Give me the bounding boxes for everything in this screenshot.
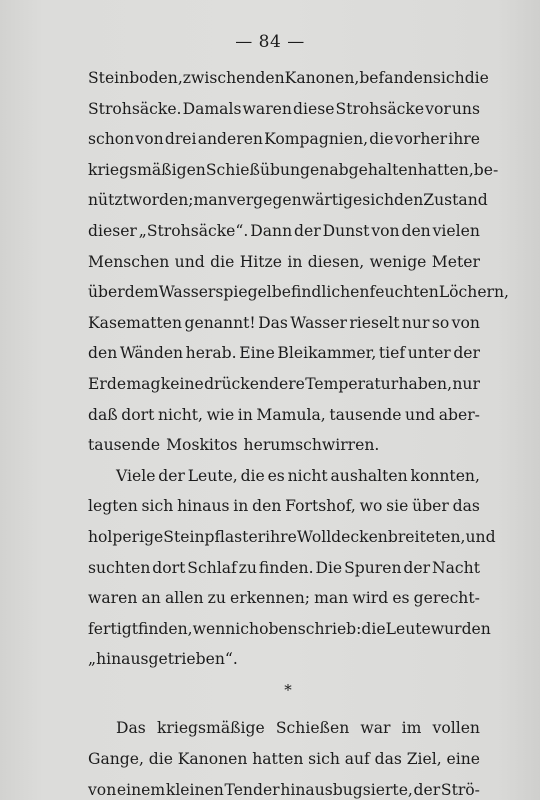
word: Wolldecken bbox=[296, 527, 388, 546]
word: diesen, bbox=[307, 252, 365, 271]
word: Steinpflaster bbox=[163, 527, 266, 546]
word: das bbox=[452, 497, 480, 516]
text-line bbox=[88, 94, 480, 125]
word: Wänden bbox=[119, 344, 184, 363]
word: herab. bbox=[185, 344, 237, 363]
word: unter bbox=[407, 344, 451, 363]
word: dem bbox=[124, 283, 159, 302]
text-line bbox=[88, 338, 480, 369]
word: suchten bbox=[88, 558, 151, 577]
word: zu bbox=[238, 558, 257, 577]
word: die bbox=[464, 69, 489, 87]
page-number: — 84 — bbox=[235, 32, 305, 52]
word: keine bbox=[160, 374, 204, 393]
word: sich bbox=[141, 497, 174, 516]
word: wurden bbox=[430, 619, 491, 638]
word: und bbox=[174, 252, 205, 271]
word: befindlichen bbox=[271, 283, 370, 302]
word: hatten, bbox=[417, 160, 474, 179]
word: Bleikammer, bbox=[277, 344, 377, 363]
word: Mamula, bbox=[256, 405, 326, 424]
word: ich bbox=[235, 619, 260, 638]
text-line bbox=[88, 247, 480, 278]
section-separator: * bbox=[284, 680, 292, 699]
word: abgehalten bbox=[329, 160, 418, 179]
word: legten bbox=[88, 497, 138, 516]
word: wenige bbox=[369, 252, 427, 271]
word: nur bbox=[452, 374, 480, 393]
word: Tender bbox=[224, 780, 280, 799]
word: schon bbox=[88, 130, 135, 149]
word: Wasserspiegel bbox=[158, 283, 272, 302]
word: genannt! bbox=[184, 313, 256, 332]
word: hinausbugsierte, bbox=[280, 780, 413, 799]
word: war bbox=[360, 719, 391, 738]
word: nicht, bbox=[157, 405, 204, 424]
word: wo bbox=[359, 497, 383, 516]
word: Das bbox=[116, 719, 146, 738]
word: Kompagnien, bbox=[264, 130, 369, 149]
word: vollen bbox=[432, 719, 480, 738]
word: vor bbox=[425, 99, 451, 118]
word: die bbox=[210, 252, 235, 271]
word: befanden bbox=[359, 69, 433, 87]
word: herumschwirren. bbox=[243, 436, 380, 455]
word: tief bbox=[378, 344, 406, 363]
word: gerecht- bbox=[413, 589, 480, 608]
word: Leute bbox=[385, 619, 431, 638]
text-line bbox=[88, 277, 510, 308]
word: man bbox=[314, 589, 349, 608]
word: konnten, bbox=[410, 466, 480, 485]
word: erkennen; bbox=[230, 589, 311, 608]
word: schrieb: bbox=[297, 619, 362, 638]
word: drückendere bbox=[204, 374, 305, 393]
text-line bbox=[88, 124, 480, 155]
word: waren bbox=[242, 99, 292, 118]
text-line bbox=[88, 185, 488, 216]
word: der bbox=[403, 558, 431, 577]
word: es bbox=[267, 466, 285, 485]
word: breiteten, bbox=[387, 527, 466, 546]
word: vorher bbox=[394, 130, 448, 149]
word: Wasser bbox=[290, 313, 347, 332]
word: nützt bbox=[88, 191, 129, 210]
word: im bbox=[401, 719, 422, 738]
text-line bbox=[88, 713, 480, 744]
word: es bbox=[392, 589, 410, 608]
word: tausende bbox=[88, 436, 161, 455]
word: sie bbox=[386, 497, 409, 516]
word: den bbox=[252, 497, 282, 516]
word: den bbox=[394, 191, 424, 210]
word: Fortshof, bbox=[285, 497, 356, 516]
word: die bbox=[361, 619, 386, 638]
word: ihre bbox=[448, 130, 480, 149]
word: aushalten bbox=[330, 466, 408, 485]
word: finden, bbox=[137, 619, 193, 638]
word: die bbox=[369, 130, 394, 149]
text-line bbox=[88, 461, 480, 492]
word: wenn bbox=[192, 619, 236, 638]
word: eine bbox=[446, 750, 480, 769]
text-line bbox=[88, 400, 480, 431]
body-text bbox=[88, 63, 510, 800]
text-line bbox=[88, 63, 489, 94]
word: von bbox=[88, 780, 117, 799]
word: uns bbox=[451, 99, 480, 118]
word: in bbox=[237, 405, 253, 424]
word: der bbox=[294, 221, 321, 240]
word: Eine bbox=[239, 344, 275, 363]
text-line bbox=[88, 369, 480, 400]
word: Meter bbox=[431, 252, 480, 271]
word: mag bbox=[126, 374, 161, 393]
word: Strohsäcke bbox=[335, 99, 425, 118]
word: Kasematten bbox=[88, 313, 183, 332]
word: das bbox=[374, 750, 402, 769]
word: man bbox=[193, 191, 228, 210]
word: hinaus bbox=[177, 497, 230, 516]
word: den bbox=[88, 344, 118, 363]
word: über bbox=[88, 283, 125, 302]
word: Erde bbox=[88, 374, 127, 393]
word: dort bbox=[152, 558, 186, 577]
text-line bbox=[88, 644, 480, 675]
text-line bbox=[88, 775, 480, 800]
word: Zustand bbox=[423, 191, 488, 210]
word: Temperatur bbox=[305, 374, 399, 393]
text-line bbox=[88, 491, 480, 522]
text-line bbox=[88, 308, 480, 339]
word: Moskitos bbox=[166, 436, 238, 455]
word: Löchern, bbox=[438, 283, 510, 302]
word: Hitze bbox=[239, 252, 282, 271]
word: anderen bbox=[197, 130, 263, 149]
word: daß bbox=[88, 405, 118, 424]
word: nicht bbox=[287, 466, 328, 485]
word: an bbox=[141, 589, 161, 608]
word: Dunst bbox=[322, 221, 370, 240]
word: rieselt bbox=[349, 313, 400, 332]
word: den bbox=[401, 221, 431, 240]
word: Strö- bbox=[440, 780, 480, 799]
word: sich bbox=[308, 750, 340, 769]
word: wie bbox=[206, 405, 235, 424]
word: der bbox=[453, 344, 480, 363]
text-line bbox=[88, 583, 480, 614]
text-line bbox=[88, 155, 499, 186]
word: Leute, bbox=[187, 466, 238, 485]
word: Strohsäcke. bbox=[88, 99, 182, 118]
word: aber- bbox=[438, 405, 480, 424]
word: einem bbox=[116, 780, 166, 799]
word: nur bbox=[401, 313, 430, 332]
word: und bbox=[405, 405, 436, 424]
word: feuchten bbox=[369, 283, 439, 302]
word: so bbox=[431, 313, 450, 332]
word: in bbox=[233, 497, 249, 516]
text-line bbox=[88, 216, 480, 247]
word: der bbox=[158, 466, 185, 485]
text-line bbox=[88, 430, 480, 461]
word: Schlaf bbox=[187, 558, 237, 577]
word: Dann bbox=[250, 221, 293, 240]
word: die bbox=[148, 750, 173, 769]
word: kleinen bbox=[165, 780, 224, 799]
word: Das bbox=[258, 313, 288, 332]
word: worden; bbox=[128, 191, 194, 210]
word: tausende bbox=[329, 405, 402, 424]
word: Ziel, bbox=[406, 750, 442, 769]
word: „hinausgetrieben“. bbox=[88, 650, 238, 669]
word: be- bbox=[473, 160, 499, 179]
word: in bbox=[287, 252, 303, 271]
word: ihre bbox=[265, 527, 297, 546]
text-line bbox=[88, 744, 480, 775]
word: über bbox=[412, 497, 449, 516]
word: auf bbox=[344, 750, 370, 769]
word: Schießen bbox=[275, 719, 350, 738]
word: haben, bbox=[398, 374, 453, 393]
word: Menschen bbox=[88, 252, 170, 271]
text-line bbox=[88, 553, 480, 584]
word: hatten bbox=[252, 750, 304, 769]
word: Nacht bbox=[431, 558, 480, 577]
word: oben bbox=[259, 619, 298, 638]
text-line bbox=[88, 522, 496, 553]
word: Viele bbox=[116, 466, 156, 485]
word: Kanonen, bbox=[284, 69, 360, 87]
word: der bbox=[413, 780, 441, 799]
word: wird bbox=[352, 589, 389, 608]
word: allen bbox=[164, 589, 204, 608]
word: die bbox=[240, 466, 265, 485]
word: den bbox=[255, 69, 285, 87]
word: Steinboden, bbox=[88, 69, 183, 87]
word: und bbox=[465, 527, 496, 546]
word: kriegsmäßigen bbox=[88, 160, 206, 179]
word: kriegsmäßige bbox=[156, 719, 265, 738]
word: Damals bbox=[182, 99, 242, 118]
word: von bbox=[135, 130, 164, 149]
word: diese bbox=[293, 99, 335, 118]
word: drei bbox=[164, 130, 197, 149]
word: vielen bbox=[432, 221, 480, 240]
word: waren bbox=[88, 589, 138, 608]
word: Kanonen bbox=[177, 750, 248, 769]
word: „Strohsäcke“. bbox=[138, 221, 249, 240]
word: holperige bbox=[88, 527, 164, 546]
word: dieser bbox=[88, 221, 137, 240]
word: fertigt bbox=[88, 619, 138, 638]
text-line bbox=[88, 614, 491, 645]
word: Die bbox=[315, 558, 343, 577]
word: vergegenwärtige bbox=[227, 191, 363, 210]
word: von bbox=[371, 221, 400, 240]
word: Spuren bbox=[344, 558, 402, 577]
word: zu bbox=[207, 589, 226, 608]
word: Schießübungen bbox=[205, 160, 330, 179]
word: zwischen bbox=[182, 69, 256, 87]
word: sich bbox=[362, 191, 394, 210]
word: sich bbox=[432, 69, 465, 87]
word: dort bbox=[121, 405, 155, 424]
word: finden. bbox=[258, 558, 314, 577]
word: Gange, bbox=[88, 750, 144, 769]
word: von bbox=[451, 313, 480, 332]
